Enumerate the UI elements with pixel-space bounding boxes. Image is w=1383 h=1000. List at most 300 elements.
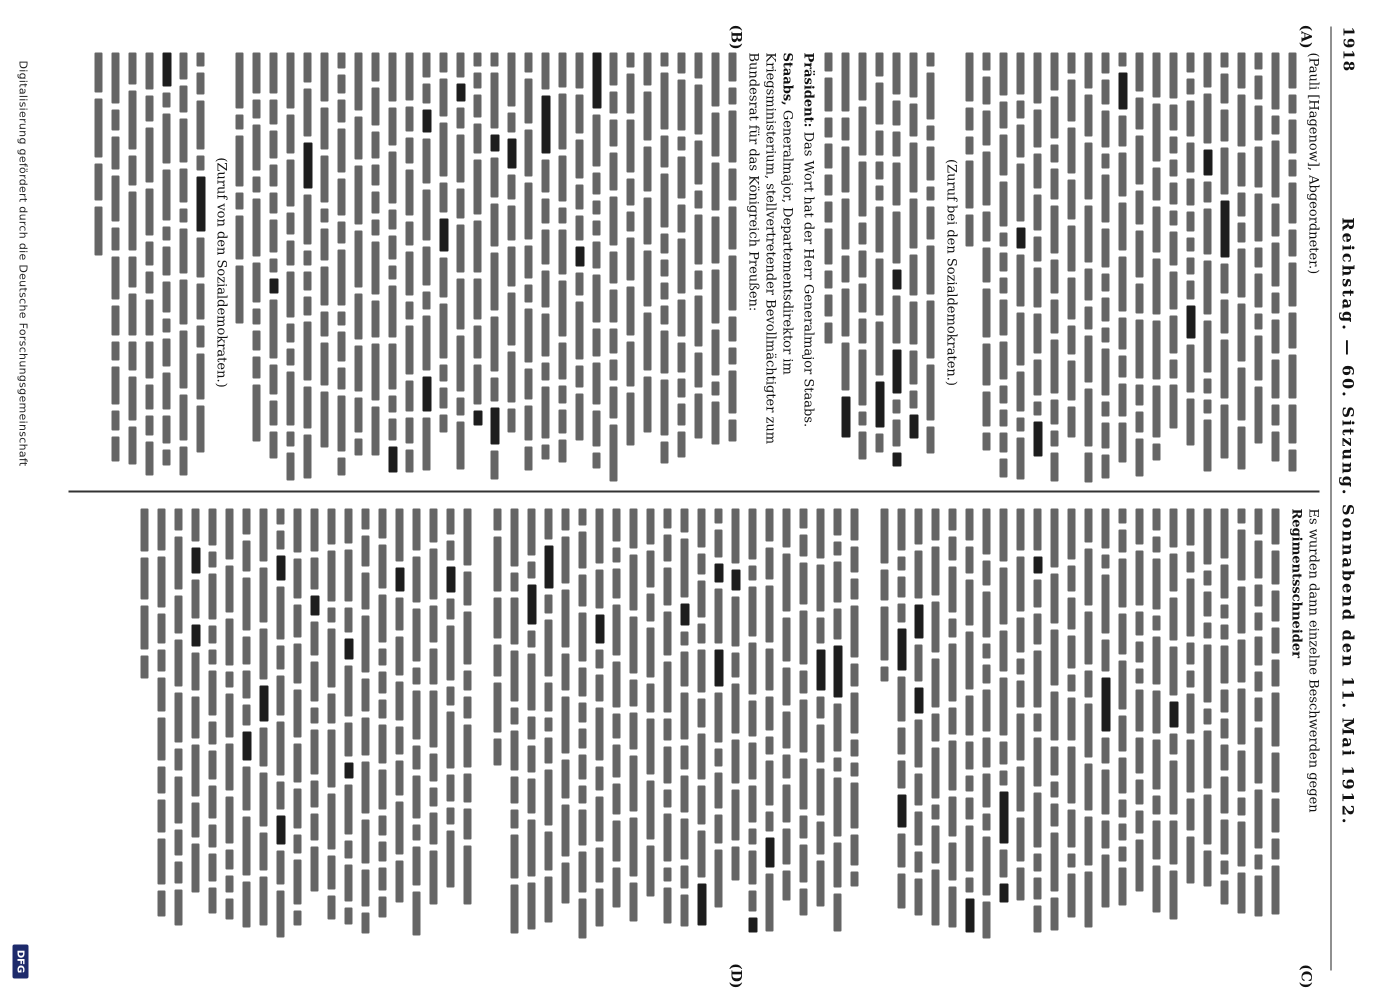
word-glyph: [983, 288, 991, 337]
word-glyph: [610, 251, 618, 283]
word-glyph: [1000, 299, 1008, 335]
word-glyph: [141, 605, 149, 649]
word-glyph: [1238, 222, 1246, 242]
word-glyph: [163, 169, 171, 220]
word-glyph: [698, 580, 706, 617]
word-glyph: [311, 846, 319, 891]
word-glyph: [983, 689, 991, 731]
word-glyph: [1170, 159, 1178, 176]
word-glyph: [1068, 873, 1076, 917]
word-glyph: [1051, 452, 1059, 481]
word-glyph: [447, 711, 455, 768]
word-glyph: [270, 299, 278, 358]
word-glyph: [766, 873, 774, 931]
word-glyph: [875, 381, 884, 427]
word-glyph: [1272, 359, 1280, 398]
text-line: [761, 508, 778, 948]
text-line: [367, 52, 384, 492]
word-glyph: [825, 322, 833, 343]
word-glyph: [1238, 248, 1246, 297]
text-block-6: [489, 508, 863, 948]
word-glyph: [965, 898, 974, 932]
word-glyph: [1136, 810, 1144, 833]
word-glyph: [372, 219, 380, 235]
word-glyph: [1187, 237, 1195, 251]
word-glyph: [825, 201, 833, 222]
word-glyph: [893, 295, 901, 343]
word-glyph: [180, 168, 188, 202]
word-glyph: [491, 157, 499, 197]
word-glyph: [413, 556, 421, 602]
word-glyph: [1255, 789, 1263, 848]
word-glyph: [1017, 124, 1025, 157]
word-glyph: [695, 84, 703, 134]
text-line: [1199, 52, 1216, 492]
word-glyph: [1017, 163, 1025, 221]
word-glyph: [949, 643, 957, 701]
word-glyph: [1289, 94, 1297, 113]
word-glyph: [712, 329, 720, 375]
word-glyph: [593, 328, 601, 356]
opening-speaker: (Pauli [Hagenow], Abgeordneter.): [1305, 52, 1320, 274]
word-glyph: [593, 114, 601, 166]
word-glyph: [1034, 579, 1042, 607]
word-glyph: [1136, 779, 1144, 804]
word-glyph: [362, 869, 370, 906]
word-glyph: [439, 218, 448, 251]
word-glyph: [146, 188, 154, 235]
word-glyph: [1102, 769, 1110, 814]
word-glyph: [1068, 635, 1076, 668]
word-glyph: [209, 721, 217, 744]
word-glyph: [1102, 327, 1110, 342]
word-glyph: [893, 131, 901, 156]
word-glyph: [511, 834, 519, 878]
word-glyph: [528, 508, 536, 555]
word-glyph: [664, 813, 672, 861]
word-glyph: [447, 774, 455, 801]
word-glyph: [243, 766, 251, 810]
word-glyph: [388, 446, 397, 472]
word-glyph: [915, 508, 923, 544]
word-glyph: [1221, 339, 1229, 398]
word-glyph: [196, 176, 205, 231]
text-block-2: [820, 52, 939, 492]
word-glyph: [816, 649, 825, 690]
word-glyph: [304, 52, 312, 82]
word-glyph: [253, 330, 261, 350]
word-glyph: [1068, 565, 1076, 591]
word-glyph: [1051, 803, 1059, 826]
word-glyph: [1051, 508, 1059, 567]
word-glyph: [146, 241, 154, 265]
word-glyph: [1051, 832, 1059, 891]
word-glyph: [430, 753, 438, 781]
word-glyph: [927, 72, 935, 119]
word-glyph: [1034, 153, 1042, 188]
word-glyph: [851, 782, 859, 828]
word-glyph: [596, 766, 604, 790]
word-glyph: [749, 508, 757, 559]
word-glyph: [783, 617, 791, 661]
word-glyph: [983, 110, 991, 145]
word-glyph: [1034, 236, 1042, 261]
text-line: [910, 508, 927, 948]
word-glyph: [440, 257, 448, 297]
text-line: [588, 52, 605, 492]
word-glyph: [1289, 182, 1297, 223]
word-glyph: [1272, 431, 1280, 461]
word-glyph: [932, 825, 940, 863]
word-glyph: [559, 439, 567, 462]
word-glyph: [175, 861, 183, 883]
text-line: [523, 508, 540, 948]
word-glyph: [474, 52, 482, 66]
word-glyph: [1033, 556, 1042, 573]
word-glyph: [593, 200, 601, 214]
word-glyph: [1272, 627, 1280, 653]
word-glyph: [304, 250, 312, 265]
word-glyph: [1119, 115, 1127, 146]
word-glyph: [1272, 659, 1280, 686]
word-glyph: [817, 821, 825, 854]
text-line: [605, 52, 622, 492]
word-glyph: [1051, 573, 1059, 623]
word-glyph: [927, 52, 935, 66]
word-glyph: [800, 562, 808, 604]
text-line: [922, 52, 939, 492]
text-line: [978, 508, 995, 948]
word-glyph: [1051, 299, 1059, 333]
word-glyph: [430, 648, 438, 684]
text-line: [724, 52, 741, 492]
word-glyph: [1170, 182, 1178, 204]
word-glyph: [1272, 203, 1280, 236]
word-glyph: [825, 228, 833, 264]
word-glyph: [983, 508, 991, 554]
word-glyph: [1153, 615, 1161, 630]
word-glyph: [910, 103, 918, 136]
word-glyph: [851, 605, 859, 657]
word-glyph: [1101, 677, 1110, 731]
text-line: [153, 508, 170, 948]
word-glyph: [508, 112, 516, 132]
word-glyph: [345, 722, 353, 756]
word-glyph: [355, 116, 363, 159]
word-glyph: [158, 838, 166, 884]
text-line: [1165, 52, 1182, 492]
word-glyph: [1255, 386, 1263, 443]
word-glyph: [1221, 744, 1229, 770]
text-line: [978, 52, 995, 492]
word-glyph: [949, 740, 957, 790]
word-glyph: [1170, 820, 1178, 864]
word-glyph: [613, 744, 621, 777]
word-glyph: [661, 379, 669, 435]
word-glyph: [834, 842, 842, 887]
word-glyph: [596, 847, 604, 882]
word-glyph: [542, 270, 550, 307]
word-glyph: [457, 278, 465, 329]
word-glyph: [983, 76, 991, 104]
word-glyph: [321, 311, 329, 336]
text-line: [469, 52, 486, 492]
word-glyph: [430, 605, 438, 642]
word-glyph: [464, 724, 472, 767]
word-glyph: [413, 846, 421, 885]
word-glyph: [379, 815, 387, 835]
word-glyph: [355, 165, 363, 224]
word-glyph: [491, 316, 499, 371]
word-glyph: [596, 888, 604, 926]
word-glyph: [915, 719, 923, 767]
word-glyph: [473, 410, 482, 425]
word-glyph: [474, 94, 482, 117]
word-glyph: [932, 869, 940, 925]
text-line: [591, 508, 608, 948]
word-glyph: [1119, 383, 1127, 416]
word-glyph: [915, 773, 923, 805]
word-glyph: [1034, 650, 1042, 707]
word-glyph: [678, 136, 686, 150]
word-glyph: [328, 855, 336, 889]
word-glyph: [413, 667, 421, 684]
word-glyph: [1000, 277, 1008, 293]
word-glyph: [1085, 142, 1093, 199]
word-glyph: [423, 315, 431, 370]
word-glyph: [494, 597, 502, 638]
word-glyph: [508, 292, 516, 345]
word-glyph: [511, 707, 519, 724]
word-glyph: [1102, 737, 1110, 763]
text-line: [503, 52, 520, 492]
word-glyph: [610, 359, 618, 380]
word-glyph: [163, 415, 171, 443]
word-glyph: [698, 698, 706, 727]
word-glyph: [527, 584, 536, 624]
word-glyph: [1153, 690, 1161, 733]
word-glyph: [1187, 257, 1195, 274]
word-glyph: [915, 644, 923, 681]
text-line: [520, 52, 537, 492]
word-glyph: [579, 702, 587, 722]
word-glyph: [1102, 273, 1110, 291]
word-glyph: [729, 419, 737, 441]
word-glyph: [1136, 550, 1144, 605]
word-glyph: [338, 367, 346, 389]
word-glyph: [1085, 306, 1093, 329]
word-glyph: [579, 728, 587, 748]
left-column: [64, 52, 1321, 492]
word-glyph: [1119, 558, 1127, 607]
word-glyph: [610, 424, 618, 481]
word-glyph: [447, 508, 455, 534]
word-glyph: [236, 215, 244, 259]
word-glyph: [610, 91, 618, 113]
word-glyph: [1289, 449, 1297, 471]
word-glyph: [146, 52, 154, 89]
word-glyph: [1102, 508, 1110, 548]
word-glyph: [180, 446, 188, 475]
word-glyph: [678, 52, 686, 73]
text-line: [221, 508, 238, 948]
word-glyph: [664, 661, 672, 712]
word-glyph: [180, 228, 188, 273]
word-glyph: [1136, 508, 1144, 544]
word-glyph: [112, 341, 120, 360]
word-glyph: [1119, 715, 1127, 751]
word-glyph: [1170, 760, 1178, 814]
text-line: [306, 508, 323, 948]
word-glyph: [447, 686, 455, 705]
word-glyph: [630, 508, 638, 548]
word-glyph: [915, 851, 923, 872]
word-glyph: [910, 350, 918, 384]
word-glyph: [575, 246, 584, 266]
word-glyph: [783, 828, 791, 864]
text-line: [812, 508, 829, 948]
word-glyph: [226, 508, 234, 559]
word-glyph: [627, 341, 635, 386]
word-glyph: [321, 208, 329, 222]
word-glyph: [328, 895, 336, 919]
word-glyph: [406, 52, 414, 100]
text-line: [820, 52, 837, 492]
word-glyph: [396, 508, 404, 561]
word-glyph: [464, 845, 472, 904]
word-glyph: [1051, 399, 1059, 424]
word-glyph: [1238, 529, 1246, 580]
word-glyph: [1153, 536, 1161, 552]
word-glyph: [914, 687, 923, 713]
word-glyph: [596, 707, 604, 760]
word-glyph: [765, 837, 774, 867]
text-line: [506, 508, 523, 948]
word-glyph: [226, 693, 234, 737]
word-glyph: [192, 843, 200, 892]
word-glyph: [1204, 52, 1212, 87]
word-glyph: [859, 106, 867, 155]
text-line: [418, 52, 435, 492]
text-line: [1216, 52, 1233, 492]
word-glyph: [1119, 202, 1127, 250]
right-intro: Es wurden dann einzelne Beschwerden gegen: [1305, 508, 1320, 813]
word-glyph: [1289, 312, 1297, 348]
word-glyph: [1204, 591, 1212, 616]
word-glyph: [562, 536, 570, 583]
word-glyph: [464, 808, 472, 839]
word-glyph: [197, 237, 205, 277]
word-glyph: [596, 796, 604, 841]
word-glyph: [949, 842, 957, 880]
word-glyph: [440, 52, 448, 72]
word-glyph: [1187, 280, 1195, 299]
word-glyph: [253, 384, 261, 441]
word-glyph: [1000, 385, 1008, 403]
word-glyph: [440, 387, 448, 408]
word-glyph: [1068, 127, 1076, 173]
word-glyph: [406, 221, 414, 245]
word-glyph: [1238, 303, 1246, 361]
text-line: [1029, 52, 1046, 492]
text-line: [489, 508, 506, 948]
word-glyph: [593, 410, 601, 446]
word-glyph: [372, 131, 380, 158]
word-glyph: [1153, 52, 1161, 97]
word-glyph: [715, 529, 723, 557]
text-line: [1029, 508, 1046, 948]
word-glyph: [644, 91, 652, 140]
word-glyph: [209, 670, 217, 715]
text-line: [871, 52, 888, 492]
word-glyph: [474, 159, 482, 214]
word-glyph: [732, 652, 740, 677]
word-glyph: [260, 772, 268, 826]
word-glyph: [1085, 816, 1093, 865]
word-glyph: [112, 175, 120, 221]
word-glyph: [1204, 794, 1212, 844]
word-glyph: [1255, 727, 1263, 783]
word-glyph: [576, 139, 584, 178]
word-glyph: [413, 891, 421, 935]
word-glyph: [197, 325, 205, 347]
word-glyph: [338, 221, 346, 243]
word-glyph: [729, 168, 737, 200]
word-glyph: [209, 750, 217, 779]
text-line: [384, 52, 401, 492]
word-glyph: [932, 546, 940, 595]
word-glyph: [1221, 819, 1229, 854]
word-glyph: [129, 376, 137, 420]
word-glyph: [613, 783, 621, 814]
word-glyph: [1221, 860, 1229, 874]
word-glyph: [1204, 508, 1212, 564]
word-glyph: [732, 846, 740, 880]
word-glyph: [511, 776, 519, 803]
word-glyph: [209, 508, 217, 545]
text-line: [158, 52, 175, 492]
text-line: [1012, 52, 1029, 492]
word-glyph: [129, 90, 137, 149]
word-glyph: [423, 246, 431, 285]
word-glyph: [163, 226, 171, 240]
word-glyph: [559, 52, 567, 87]
word-glyph: [664, 611, 672, 655]
word-glyph: [817, 617, 825, 643]
text-line: [282, 52, 299, 492]
word-glyph: [893, 399, 901, 413]
word-glyph: [528, 778, 536, 813]
word-glyph: [1051, 205, 1059, 253]
word-glyph: [800, 844, 808, 882]
word-glyph: [825, 174, 833, 195]
text-line: [876, 508, 893, 948]
word-glyph: [610, 289, 618, 322]
word-glyph: [1187, 52, 1195, 72]
word-glyph: [430, 812, 438, 844]
word-glyph: [698, 508, 706, 547]
text-line: [710, 508, 727, 948]
word-glyph: [209, 853, 217, 881]
text-line: [1131, 508, 1148, 948]
word-glyph: [983, 773, 991, 807]
word-glyph: [112, 109, 120, 130]
word-glyph: [1289, 119, 1297, 153]
word-glyph: [932, 804, 940, 819]
word-glyph: [440, 122, 448, 176]
word-glyph: [1051, 52, 1059, 90]
word-glyph: [209, 625, 217, 643]
